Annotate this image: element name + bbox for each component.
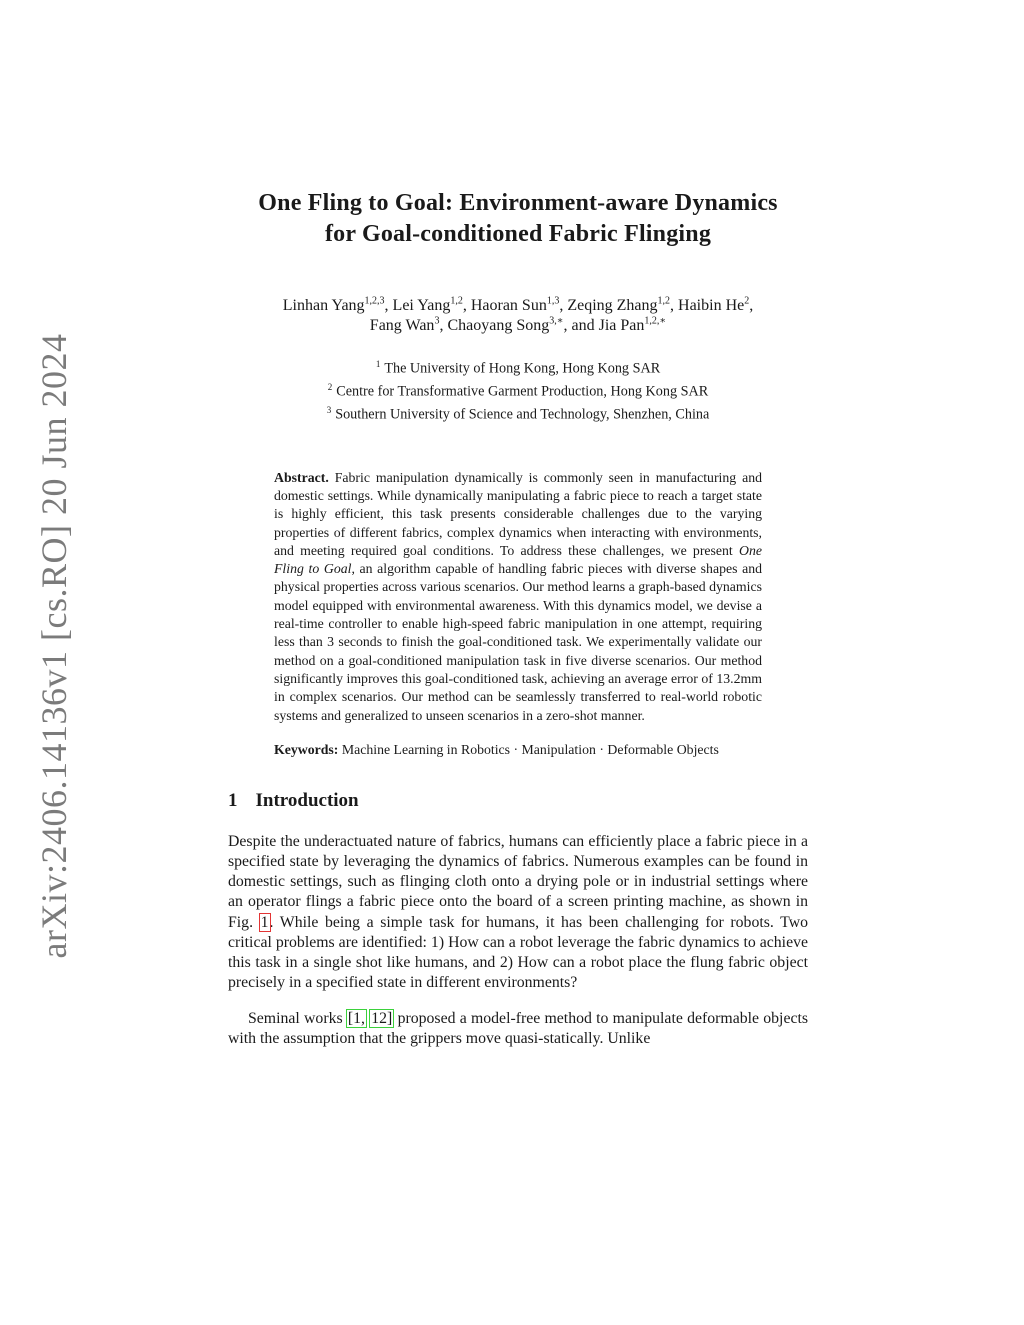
author-name: Haoran Sun [470, 297, 547, 314]
keywords-text: Machine Learning in Robotics · Manipulation · Deformable Objects [341, 741, 719, 757]
author-name: Zeqing Zhang [567, 297, 658, 314]
author-line-2: Fang Wan$^3$, Chaoyang Song$^{3,∗}$, and Jia Pan$^{1,2,∗}$ [369, 315, 667, 334]
author-affiliation-mark: 1,2,3 [364, 295, 385, 307]
author-name: Jia Pan [598, 317, 645, 334]
author-affiliation-mark: 1,2 [657, 295, 671, 307]
author-affiliation-mark: 1,2 [450, 295, 463, 307]
author-affiliation-mark: 1,2,∗ [644, 315, 667, 327]
author-affiliation-mark: 3 [434, 315, 440, 327]
section-title: Introduction [255, 790, 359, 812]
author-affiliation-mark: 2 [744, 295, 750, 307]
abstract-text-2: , an algorithm capable of handling fabric pieces with diverse shapes and physical properties across various scenarios. Our method learns a graph-based dynamics model equipped with environmental awareness. With this dynamics model, we devise a real-time controller to enable high-speed fabric manipulation in one attempt, requiring less than 3 seconds to finish the goal-conditioned task. We experimentally validate our method on a goal-conditioned manipulation task in five diverse scenarios. Our method significantly improves this goal-conditioned task, achieving an average error of 13.2mm in complex scenarios. Our method can be seamlessly transferred to real-world robotic systems and generalized to unseen scenarios in a zero-shot manner. [274, 561, 763, 723]
keywords-label: Keywords: [274, 741, 339, 757]
author-name: Linhan Yang [282, 297, 365, 314]
keywords [274, 741, 762, 759]
abstract-text-1: Fabric manipulation dynamically is commonly seen in manufacturing and domestic settings. While dynamically manipulating a fabric piece to reach a target state is highly efficient, this task presents considerable challenges due to the varying properties of different fabrics, complex dynamics when interacting with environments, and meeting required goal conditions. To address these challenges, we present [274, 469, 762, 558]
affiliation-list [228, 355, 808, 425]
paper-title [228, 188, 808, 250]
affiliation-item: $^2$ Centre for Transformative Garment Production, Hong Kong SAR [327, 382, 709, 400]
abstract [274, 469, 762, 725]
author-affiliation-mark: 1,3 [546, 295, 560, 307]
citation-link[interactable]: [1, [347, 1009, 365, 1027]
arxiv-identifier-stamp: arXiv:2406.14136v1 [cs.RO] 20 Jun 2024 [34, 333, 74, 959]
abstract-label: Abstract. [274, 469, 329, 485]
author-affiliation-mark: 3,∗ [549, 315, 564, 327]
author-line-1: Linhan Yang$^{1,2,3}$, Lei Yang$^{1,2}$, Haoran Sun$^{1,3}$, Zeqing Zhang$^{1,2}$, Haibin He$^2$, [282, 295, 754, 314]
citation-link[interactable]: 12] [371, 1009, 393, 1027]
author-list [228, 296, 808, 336]
section-heading [228, 789, 808, 813]
paper-page [228, 188, 808, 1065]
title-line-1: One Fling to Goal: Environment-aware Dynamics [258, 190, 778, 216]
intro-paragraph-2: Seminal works [1, 12] proposed a model-free method to manipulate deformable objects with the assumption that the grippers move quasi-statically. Unlike [228, 1009, 809, 1047]
author-name: Lei Yang [392, 297, 451, 314]
author-name: Haibin He [678, 297, 745, 314]
title-line-2: for Goal-conditioned Fabric Flinging [324, 221, 712, 247]
affiliation-item: $^1$ The University of Hong Kong, Hong Kong SAR [375, 359, 661, 377]
affiliation-item: $^3$ Southern University of Science and Technology, Shenzhen, China [326, 405, 710, 424]
author-name: Chaoyang Song [447, 317, 550, 334]
figure-reference-link[interactable]: 1 [260, 913, 269, 931]
section-number: 1 [228, 790, 238, 812]
author-name: Fang Wan [369, 317, 435, 334]
intro-paragraph-1: Despite the underactuated nature of fabrics, humans can efficiently place a fabric piece in a specified state by leveraging the dynamics of fabrics. Numerous examples can be found in domestic settings, such as flinging cloth onto a drying pole or in industrial settings where an operator flings a fabric piece onto the board of a screen printing machine, as shown in Fig. 1. While being a simple task for humans, it has been challenging for robots. Two critical problems are identified: 1) How can a robot leverage the fabric dynamics to achieve this task in a single shot like humans, and 2) How can a robot place the flung fabric object precisely in a specified state in different environments? [228, 833, 808, 991]
method-name: One Fling to Goal [274, 542, 762, 577]
